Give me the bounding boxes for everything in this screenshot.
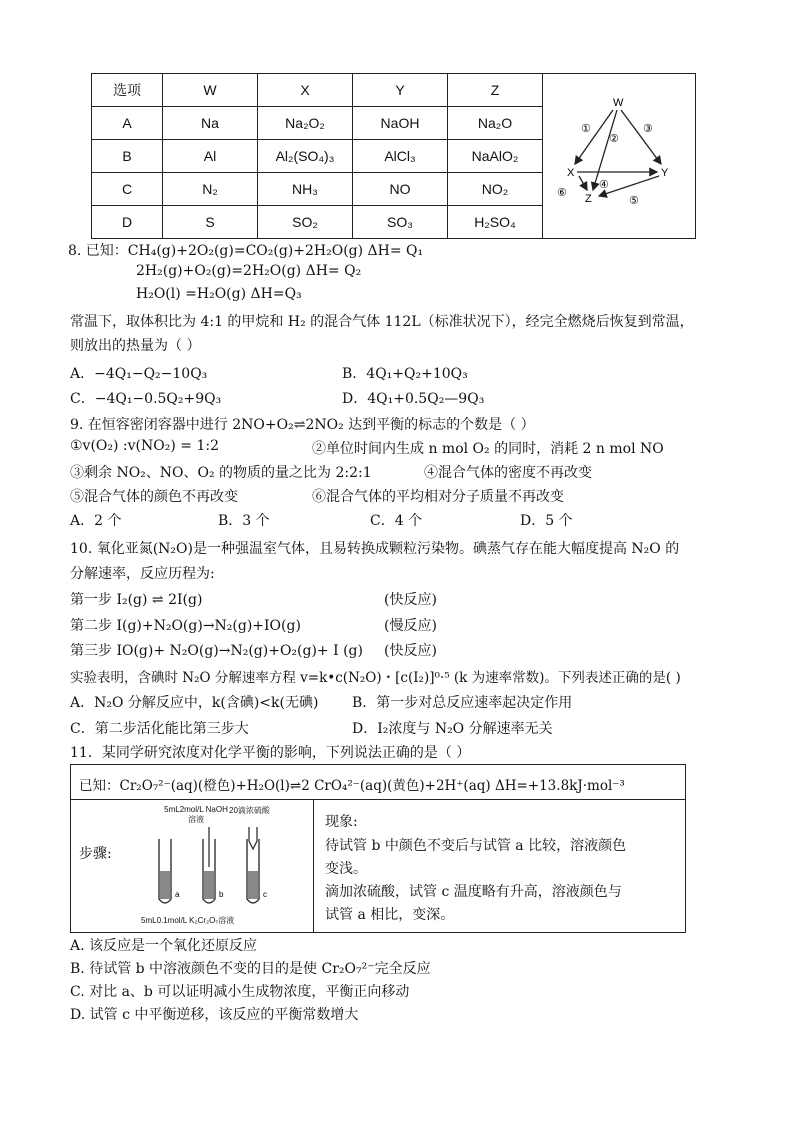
q11-option-b: B. 待试管 b 中溶液颜色不变的目的是使 Cr₂O₇²⁻完全反应: [70, 961, 431, 977]
table-cell: N₂: [163, 173, 258, 206]
q9-stem: 9. 在恒容密闭容器中进行 2NO+O₂⇌2NO₂ 达到平衡的标志的个数是（ ）: [70, 417, 535, 433]
table-cell: Na: [163, 107, 258, 140]
arrow-label: ③: [643, 123, 653, 135]
q11-option-a: A. 该反应是一个氧化还原反应: [70, 938, 258, 954]
node-z: Z: [585, 193, 592, 205]
table-cell: C: [92, 173, 163, 206]
tube-b-label: b: [219, 890, 224, 899]
table-cell: H₂SO₄: [448, 206, 543, 239]
table-cell: NO: [353, 173, 448, 206]
table-header-cell: Y: [353, 74, 448, 107]
table-cell: B: [92, 140, 163, 173]
q9-statement-6: ⑥混合气体的平均相对分子质量不再改变: [312, 489, 564, 505]
q11-option-d: D. 试管 c 中平衡逆移，该反应的平衡常数增大: [70, 1007, 359, 1023]
q8-option-c: C．−4Q₁−0.5Q₂+9Q₃: [70, 391, 222, 407]
node-w: W: [613, 97, 624, 109]
q9-option-a: A．2 个: [70, 513, 122, 529]
acid-label: 20滴浓硫酸: [229, 806, 270, 815]
tube-c-label: c: [263, 890, 267, 899]
q8-text: 常温下，取体积比为 4:1 的甲烷和 H₂ 的混合气体 112L（标准状况下），经完全燃烧后恢复到常温，: [70, 314, 694, 330]
q8-option-a: A．−4Q₁−Q₂−10Q₃: [70, 366, 208, 382]
q11-stem: 11．某同学研究浓度对化学平衡的影响，下列说法正确的是（ ）: [70, 745, 471, 761]
q8-option-d: D．4Q₁+0.5Q₂—9Q₃: [342, 391, 485, 407]
table-header-cell: 选项: [92, 74, 163, 107]
table-cell: S: [163, 206, 258, 239]
table-cell: D: [92, 206, 163, 239]
table-cell: Na₂O: [448, 107, 543, 140]
q10-option-a: A．N₂O 分解反应中，k(含碘)<k(无碘): [70, 695, 319, 711]
q10-option-c: C．第二步活化能比第三步大: [70, 721, 249, 737]
table-header-cell: X: [258, 74, 353, 107]
q10-stem: 分解速率，反应历程为:: [70, 566, 215, 582]
k2cr2o7-label: 5mL0.1mol/L K₂Cr₂O₇溶液: [141, 916, 235, 925]
table-cell: AlCl₃: [353, 140, 448, 173]
q11-known-row: [71, 765, 685, 800]
table-cell: Na₂O₂: [258, 107, 353, 140]
q9-option-b: B．3 个: [218, 513, 270, 529]
q10-option-d: D．I₂浓度与 N₂O 分解速率无关: [352, 721, 553, 737]
table-cell: Al: [163, 140, 258, 173]
q11-phenomenon-line: 变浅。: [325, 861, 367, 877]
q10-step-1: 第一步 I₂(g) ⇌ 2I(g): [70, 592, 203, 608]
table-cell: NaOH: [353, 107, 448, 140]
q8-text: 则放出的热量为（ ）: [70, 338, 201, 354]
table-cell: SO₃: [353, 206, 448, 239]
q11-phenomenon-line: 试管 a 相比，变深。: [325, 907, 455, 923]
table-cell: NaAlO₂: [448, 140, 543, 173]
q7-table: [91, 73, 696, 239]
arrow-label: ⑤: [629, 195, 639, 207]
q10-step-3: 第三步 IO(g)+ N₂O(g)→N₂(g)+O₂(g)+ I (g): [70, 643, 363, 659]
q11-phenomenon-line: 滴加浓硫酸，试管 c 温度略有升高，溶液颜色与: [325, 884, 622, 900]
q11-experiment-box: [70, 764, 686, 933]
q10-step-1-note: (快反应): [384, 592, 437, 608]
table-header-cell: W: [163, 74, 258, 107]
table-cell: A: [92, 107, 163, 140]
q9-option-c: C．4 个: [370, 513, 423, 529]
node-x: X: [567, 167, 575, 179]
test-tubes-illustration: [141, 827, 281, 913]
q10-option-b: B．第一步对总反应速率起决定作用: [352, 695, 573, 711]
table-header-cell: Z: [448, 74, 543, 107]
q10-stem: 10. 氧化亚氮(N₂O)是一种强温室气体，且易转换成颗粒污染物。碘蒸气存在能大幅度提高 N₂O 的: [70, 541, 680, 557]
tube-a-label: a: [175, 890, 180, 899]
q10-step-3-note: (快反应): [384, 643, 437, 659]
reaction-diagram-cell: [543, 74, 696, 239]
arrow-label: ①: [581, 123, 591, 135]
table-cell: Al₂(SO₄)₃: [258, 140, 353, 173]
arrow-label: ④: [599, 179, 609, 191]
q11-phenomenon-line: 待试管 b 中颜色不变后与试管 a 比较，溶液颜色: [325, 838, 627, 854]
q9-option-d: D．5 个: [520, 513, 573, 529]
q11-known-equation: 已知：Cr₂O₇²⁻(aq)(橙色)+H₂O(l)⇌2 CrO₄²⁻(aq)(黄色)+2H⁺(aq) ΔH=+13.8kJ·mol⁻³: [79, 778, 625, 794]
q10-step-2-note: (慢反应): [384, 618, 437, 634]
q11-phenomenon-title: 现象:: [325, 814, 358, 830]
table-cell: NO₂: [448, 173, 543, 206]
node-y: Y: [661, 167, 669, 179]
table-header-row: [92, 74, 696, 107]
q9-statement-5: ⑤混合气体的颜色不再改变: [70, 489, 238, 505]
q9-statement-4: ④混合气体的密度不再改变: [424, 465, 592, 481]
q9-statement-3: ③剩余 NO₂、NO、O₂ 的物质的量之比为 2:2:1: [70, 465, 372, 481]
q9-statement-1: ①v(O₂) :v(NO₂) = 1:2: [70, 438, 219, 454]
q8-equation-3: H₂O(l) =H₂O(g) ΔH=Q₃: [136, 286, 302, 302]
table-cell: SO₂: [258, 206, 353, 239]
q10-step-2: 第二步 I(g)+N₂O(g)→N₂(g)+IO(g): [70, 618, 301, 634]
q10-rate-equation: 实验表明，含碘时 N₂O 分解速率方程 v=k•c(N₂O)・[c(I₂)]⁰·⁵ (k 为速率常数)。下列表述正确的是( ): [70, 670, 681, 686]
arrow-label: ②: [609, 133, 619, 145]
q9-statement-2: ②单位时间内生成 n mol O₂ 的同时，消耗 2 n mol NO: [312, 441, 664, 457]
q8-stem: 8. 已知：CH₄(g)+2O₂(g)=CO₂(g)+2H₂O(g) ΔH= Q₁: [68, 243, 424, 259]
table-cell: NH₃: [258, 173, 353, 206]
naoh-label: 5mL2mol/L NaOH溶液: [164, 805, 228, 824]
arrow-label: ⑥: [557, 187, 567, 199]
q8-option-b: B．4Q₁+Q₂+10Q₃: [342, 366, 468, 382]
q8-equation-2: 2H₂(g)+O₂(g)=2H₂O(g) ΔH= Q₂: [136, 263, 362, 279]
reaction-diagram: [543, 76, 693, 236]
q11-steps-label: 步骤:: [79, 846, 112, 862]
q11-option-c: C. 对比 a、b 可以证明减小生成物浓度，平衡正向移动: [70, 984, 410, 1000]
